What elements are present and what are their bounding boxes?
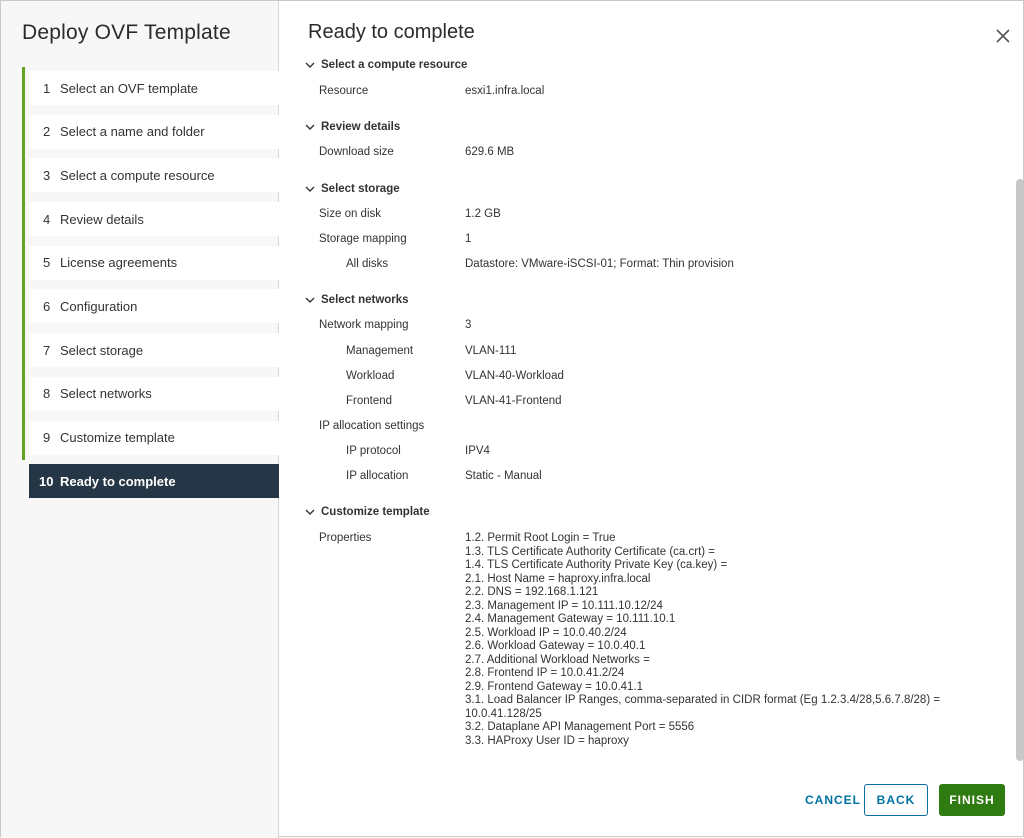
step-complete-bar (22, 111, 25, 155)
section-title: Review details (321, 121, 401, 133)
frontend-value: VLAN-41-Frontend (465, 395, 562, 407)
step-number: 3 (43, 167, 51, 183)
step-label: License agreements (60, 255, 178, 271)
management-label: Management (346, 345, 414, 357)
section-review-details[interactable] (304, 121, 400, 133)
step-number: 5 (43, 255, 51, 271)
wizard-step-3[interactable] (22, 154, 279, 198)
property-line: 2.1. Host Name = haproxy.infra.local (465, 572, 651, 585)
step-number: 10 (39, 473, 54, 489)
step-number: 2 (43, 124, 51, 140)
ip-allocation-label: IP allocation (346, 470, 409, 482)
all-disks-value: Datastore: VMware-iSCSI-01; Format: Thin provision (465, 258, 734, 270)
chevron-down-icon (304, 121, 316, 133)
property-line: 3.2. Dataplane API Management Port = 5556 (465, 721, 695, 733)
section-customize-template[interactable] (304, 506, 430, 518)
ip-allocation-value: Static - Manual (465, 470, 542, 482)
step-label: Select storage (60, 342, 144, 358)
step-number: 7 (43, 342, 51, 358)
section-title: Select storage (321, 183, 400, 195)
property-line: 1.4. TLS Certificate Authority Private Key (ca.key) = (465, 559, 728, 571)
step-label: Ready to complete (60, 473, 176, 489)
property-line: 1.3. TLS Certificate Authority Certificate (ca.crt) = (465, 545, 716, 558)
wizard-step-10[interactable] (22, 460, 279, 504)
step-complete-bar (22, 67, 25, 111)
workload-label: Workload (346, 370, 395, 382)
step-number: 1 (43, 80, 51, 96)
step-number: 9 (43, 430, 51, 445)
property-line: 2.9. Frontend Gateway = 10.0.41.1 (465, 680, 644, 693)
page-title: Ready to complete (308, 21, 475, 43)
management-value: VLAN-111 (465, 345, 517, 357)
main-content (279, 1, 1024, 838)
wizard-step-9[interactable] (22, 417, 279, 461)
cancel-button[interactable]: CANCEL (805, 793, 861, 807)
step-label: Select a compute resource (60, 167, 215, 183)
step-label: Review details (60, 211, 144, 227)
wizard-step-2[interactable] (22, 111, 279, 155)
size-on-disk-label: Size on disk (319, 208, 382, 220)
property-line: 2.4. Management Gateway = 10.111.10.1 (465, 613, 676, 625)
step-number: 6 (43, 298, 51, 314)
property-line: 2.3. Management IP = 10.111.10.12/24 (465, 599, 663, 612)
properties-list (465, 532, 1005, 748)
section-title: Select networks (321, 294, 409, 306)
chevron-down-icon (304, 183, 316, 195)
step-number: 8 (43, 386, 51, 402)
property-line: 1.2. Permit Root Login = True (465, 532, 616, 544)
step-complete-bar (22, 242, 25, 286)
resource-label: Resource (319, 85, 369, 97)
properties-label: Properties (319, 532, 372, 544)
property-line: 10.0.41.128/25 (465, 707, 542, 720)
property-line: 2.8. Frontend IP = 10.0.41.2/24 (465, 667, 625, 679)
step-complete-bar (22, 154, 25, 198)
summary-scroll-area[interactable] (279, 51, 1024, 771)
chevron-down-icon (304, 506, 316, 518)
wizard-sidebar (1, 1, 279, 838)
close-icon[interactable] (993, 26, 1013, 46)
wizard-step-4[interactable] (22, 198, 279, 242)
chevron-down-icon (304, 294, 316, 306)
wizard-step-8[interactable] (22, 373, 279, 417)
network-mapping-value: 3 (465, 319, 472, 331)
step-complete-bar (22, 329, 25, 373)
step-number: 4 (43, 211, 51, 227)
section-compute-resource[interactable] (304, 59, 467, 71)
property-line: 2.7. Additional Workload Networks = (465, 653, 650, 666)
ip-allocation-settings-label: IP allocation settings (319, 420, 425, 432)
frontend-label: Frontend (346, 395, 393, 407)
resource-value: esxi1.infra.local (465, 85, 545, 97)
section-select-storage[interactable] (304, 183, 400, 195)
step-label: Select an OVF template (60, 80, 199, 96)
network-mapping-label: Network mapping (319, 319, 409, 331)
workload-value: VLAN-40-Workload (465, 370, 564, 382)
step-label: Customize template (60, 430, 175, 445)
chevron-down-icon (304, 59, 316, 71)
section-title: Customize template (321, 506, 430, 518)
download-size-value: 629.6 MB (465, 146, 515, 158)
storage-mapping-value: 1 (465, 233, 472, 245)
wizard-step-7[interactable] (22, 329, 279, 373)
finish-button[interactable]: FINISH (939, 784, 1005, 816)
step-label: Select a name and folder (60, 124, 205, 140)
size-on-disk-value: 1.2 GB (465, 208, 501, 220)
wizard-step-1[interactable] (22, 67, 279, 111)
vertical-scrollbar[interactable] (1016, 179, 1024, 761)
step-label: Configuration (60, 298, 138, 314)
back-button[interactable]: BACK (864, 784, 928, 816)
property-line: 2.5. Workload IP = 10.0.40.2/24 (465, 626, 627, 639)
step-complete-bar (22, 198, 25, 242)
step-label: Select networks (60, 386, 152, 402)
property-line: 2.2. DNS = 192.168.1.121 (465, 586, 599, 598)
property-line: 3.1. Load Balancer IP Ranges, comma-separated in CIDR format (Eg 1.2.3.4/28,5.6.7.8/28) = (465, 694, 941, 706)
all-disks-label: All disks (346, 258, 389, 270)
wizard-step-5[interactable] (22, 242, 279, 286)
step-complete-bar (22, 285, 25, 329)
ip-protocol-label: IP protocol (346, 445, 401, 457)
wizard-steps (22, 67, 279, 504)
step-complete-bar (22, 417, 25, 461)
ip-protocol-value: IPV4 (465, 445, 490, 457)
property-line: 3.3. HAProxy User ID = haproxy (465, 734, 629, 747)
property-line: 2.6. Workload Gateway = 10.0.40.1 (465, 640, 646, 652)
storage-mapping-label: Storage mapping (319, 233, 407, 245)
step-complete-bar (22, 373, 25, 417)
download-size-label: Download size (319, 146, 394, 158)
wizard-step-6[interactable] (22, 285, 279, 329)
section-title: Select a compute resource (321, 59, 468, 71)
section-select-networks[interactable] (304, 294, 409, 306)
wizard-title: Deploy OVF Template (22, 21, 231, 44)
